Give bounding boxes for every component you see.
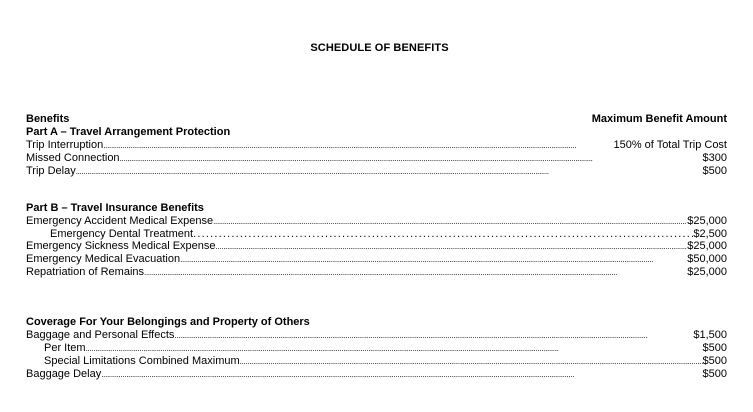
benefit-label: Emergency Sickness Medical Expense [26, 240, 216, 252]
dot-leader [180, 254, 687, 266]
benefit-label: Special Limitations Combined Maximum [44, 355, 240, 367]
dot-leader [86, 343, 703, 355]
dot-leader [120, 153, 703, 165]
benefit-row [26, 253, 727, 266]
benefit-amount: $2,500 [693, 228, 727, 240]
benefit-row [26, 266, 727, 279]
dot-leader [174, 330, 693, 342]
benefit-amount: $500 [702, 165, 727, 177]
benefit-amount: $1,500 [693, 329, 727, 341]
document-title: SCHEDULE OF BENEFITS [310, 42, 449, 54]
benefit-row [26, 355, 727, 368]
dot-leader [216, 241, 688, 253]
benefit-amount: $25,000 [687, 215, 727, 227]
benefit-label: Baggage and Personal Effects [26, 329, 175, 341]
benefit-amount: $50,000 [687, 253, 727, 265]
belongings-section [26, 316, 727, 381]
benefit-row [26, 342, 727, 355]
benefit-label: Per Item [44, 342, 86, 354]
part-b-section [26, 202, 727, 279]
benefit-row [26, 368, 727, 381]
benefit-label: Emergency Dental Treatment [50, 228, 194, 240]
benefit-row [26, 215, 727, 228]
benefit-label: Missed Connection [26, 152, 120, 164]
benefit-label: Baggage Delay [26, 368, 102, 380]
part-a-heading: Part A – Travel Arrangement Protection [26, 126, 231, 138]
dot-leader [103, 140, 613, 152]
benefit-label: Emergency Accident Medical Expense [26, 215, 214, 227]
benefit-amount: $500 [702, 355, 727, 367]
dot-leader [101, 369, 702, 381]
dot-leader [144, 267, 687, 279]
benefit-amount: $500 [702, 368, 727, 380]
part-b-heading: Part B – Travel Insurance Benefits [26, 202, 204, 214]
benefit-amount: $25,000 [687, 240, 727, 252]
belongings-heading: Coverage For Your Belongings and Property of Others [26, 316, 310, 328]
benefit-label: Trip Interruption [26, 139, 104, 151]
benefit-row [26, 152, 727, 165]
benefit-row [26, 165, 727, 178]
benefit-label: Emergency Medical Evacuation [26, 253, 181, 265]
dot-leader [76, 166, 703, 178]
part-a-section [26, 113, 727, 178]
benefit-row [26, 240, 727, 253]
benefit-row [26, 329, 727, 342]
benefits-column-header: Benefits [26, 113, 70, 125]
benefit-label: Repatriation of Remains [26, 266, 145, 278]
column-header-row [26, 113, 727, 126]
benefit-label: Trip Delay [26, 165, 76, 177]
benefit-amount: 150% of Total Trip Cost [613, 139, 727, 151]
dot-leader [193, 228, 693, 240]
maximum-amount-column-header: Maximum Benefit Amount [591, 113, 727, 125]
benefit-amount: $500 [702, 342, 727, 354]
dot-leader [240, 356, 703, 368]
dot-leader [213, 216, 687, 228]
benefit-row [26, 228, 727, 240]
benefit-row [26, 139, 727, 152]
benefit-amount: $25,000 [687, 266, 727, 278]
benefit-amount: $300 [702, 152, 727, 164]
